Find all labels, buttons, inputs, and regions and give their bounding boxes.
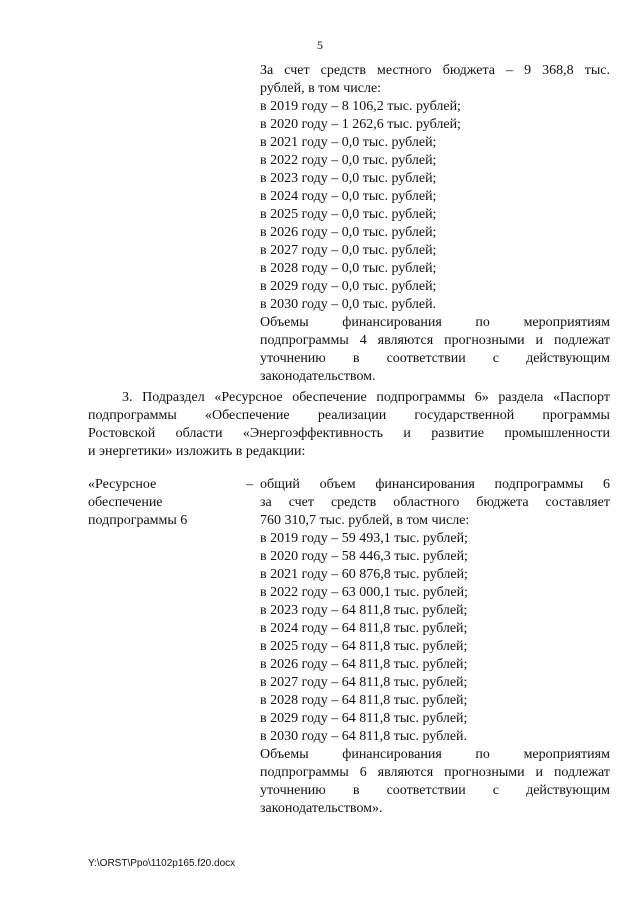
year-line: в 2020 году – 58 446,3 тыс. рублей; [260, 549, 468, 564]
text-line: рублей, в том числе: [260, 81, 382, 96]
word: в [352, 351, 360, 366]
word: действующим [526, 351, 610, 366]
word: тыс. [584, 63, 610, 78]
word: «Паспорт [552, 390, 610, 405]
word: по [475, 315, 490, 330]
word: с [492, 783, 499, 798]
year-line: в 2026 году – 0,0 тыс. рублей; [260, 225, 437, 240]
word: подпрограммы [260, 333, 349, 348]
year-line: в 2025 году – 0,0 тыс. рублей; [260, 207, 437, 222]
word: счет [288, 495, 314, 510]
word: местного [377, 63, 432, 78]
text-line: законодательством». [260, 801, 383, 816]
word: – [506, 63, 514, 78]
paragraph-3 [88, 389, 610, 461]
year-line: в 2021 году – 0,0 тыс. рублей; [260, 135, 437, 150]
text-line: 760 310,7 тыс. рублей, в том числе: [260, 513, 470, 528]
word: подлежат [553, 333, 610, 348]
year-line: в 2030 году – 0,0 тыс. рублей. [260, 297, 437, 312]
text-line [260, 746, 610, 764]
word: уточнению [260, 783, 326, 798]
text-line [88, 389, 610, 407]
text-line [260, 350, 610, 368]
year-line: в 2023 году – 0,0 тыс. рублей; [260, 171, 437, 186]
year-line: в 2020 году – 1 262,6 тыс. рублей; [260, 117, 461, 132]
year-line: в 2021 году – 60 876,8 тыс. рублей; [260, 567, 468, 582]
text-line [260, 764, 610, 782]
text-line [260, 314, 610, 332]
text-line [260, 782, 610, 800]
word: развитие [431, 426, 484, 441]
word: соответствии [386, 783, 466, 798]
word: промышленности [504, 426, 610, 441]
year-line: в 2022 году – 0,0 тыс. рублей; [260, 153, 437, 168]
year-line: в 2024 году – 0,0 тыс. рублей; [260, 189, 437, 204]
page-number: 5 [317, 38, 323, 52]
word: подпрограммы [88, 408, 177, 423]
year-line: в 2025 году – 64 811,8 тыс. рублей; [260, 639, 468, 654]
word: областного [393, 495, 460, 510]
word: являются [377, 765, 434, 780]
year-line: в 2029 году – 64 811,8 тыс. рублей; [260, 711, 468, 726]
word: Объемы [260, 747, 309, 762]
text-line [260, 62, 610, 80]
word: области [175, 426, 223, 441]
local-budget-block [260, 62, 610, 386]
word: объем [319, 477, 356, 492]
word: Ростовской [88, 426, 156, 441]
year-line: в 2028 году – 0,0 тыс. рублей; [260, 261, 437, 276]
text-line [88, 407, 610, 425]
year-line: в 2030 году – 64 811,8 тыс. рублей. [260, 729, 468, 744]
word: 4 [359, 333, 367, 348]
word: 9 [524, 63, 532, 78]
word: действующим [526, 783, 610, 798]
year-line: в 2019 году – 59 493,1 тыс. рублей; [260, 531, 468, 546]
word: 368,8 [542, 63, 574, 78]
year-line: в 2028 году – 64 811,8 тыс. рублей; [260, 693, 468, 708]
text-line [88, 425, 610, 443]
word: счет [284, 63, 310, 78]
word: подпрограммы [494, 477, 584, 492]
word: Подраздел [142, 390, 205, 405]
word: 3. [122, 390, 133, 405]
label-line: «Ресурсное [88, 477, 157, 492]
word: 6» [474, 390, 489, 405]
word: и [535, 765, 544, 780]
year-line: в 2024 году – 64 811,8 тыс. рублей; [260, 621, 468, 636]
word: прогнозными [444, 333, 525, 348]
word: подлежат [553, 765, 610, 780]
word: финансирования [342, 747, 442, 762]
text-line: законодательством. [260, 369, 376, 384]
word: за [260, 495, 272, 510]
year-line: в 2026 году – 64 811,8 тыс. рублей; [260, 657, 468, 672]
word: финансирования [342, 315, 442, 330]
word: и [535, 333, 544, 348]
word: реализации [317, 408, 387, 423]
word: «Ресурсное [214, 390, 283, 405]
word: «Энергоэффективность [242, 426, 383, 441]
word: общий [260, 477, 300, 492]
word: и [403, 426, 411, 441]
word: подпрограммы [260, 765, 349, 780]
year-line: в 2019 году – 8 106,2 тыс. рублей; [260, 99, 461, 114]
word: 6 [603, 477, 610, 492]
word: средств [330, 495, 377, 510]
label-line: подпрограммы 6 [88, 513, 188, 528]
word: являются [377, 333, 434, 348]
word: составляет [545, 495, 610, 510]
word: средств [320, 63, 366, 78]
text-line: и энергетики» изложить в редакции: [88, 444, 306, 459]
year-line: в 2027 году – 0,0 тыс. рублей; [260, 243, 437, 258]
word: прогнозными [444, 765, 525, 780]
word: обеспечение [292, 390, 367, 405]
resource-label [88, 476, 238, 530]
year-line: в 2027 году – 64 811,8 тыс. рублей; [260, 675, 468, 690]
label-line: обеспечение [88, 495, 163, 510]
word: уточнению [260, 351, 326, 366]
file-path-footer: Y:\ORST\Ppo\1102p165.f20.docx [88, 858, 236, 869]
year-line: в 2029 году – 0,0 тыс. рублей; [260, 279, 437, 294]
word: финансирования [375, 477, 475, 492]
word: За [260, 63, 274, 78]
word: государственной [414, 408, 515, 423]
word: соответствии [386, 351, 466, 366]
text-line [260, 332, 610, 350]
word: по [475, 747, 490, 762]
word: «Обеспечение [204, 408, 290, 423]
word: мероприятиям [523, 747, 610, 762]
word: программы [542, 408, 610, 423]
word: бюджета [442, 63, 495, 78]
word: с [492, 351, 499, 366]
text-line [260, 494, 610, 512]
word: бюджета [476, 495, 529, 510]
word: подпрограммы [376, 390, 466, 405]
word: в [352, 783, 360, 798]
text-line [260, 476, 610, 494]
year-line: в 2022 году – 63 000,1 тыс. рублей; [260, 585, 468, 600]
word: мероприятиям [523, 315, 610, 330]
separator-dash: – [246, 477, 253, 492]
word: Объемы [260, 315, 309, 330]
year-line: в 2023 году – 64 811,8 тыс. рублей; [260, 603, 468, 618]
word: раздела [498, 390, 544, 405]
resource-value [260, 476, 610, 818]
word: 6 [359, 765, 367, 780]
